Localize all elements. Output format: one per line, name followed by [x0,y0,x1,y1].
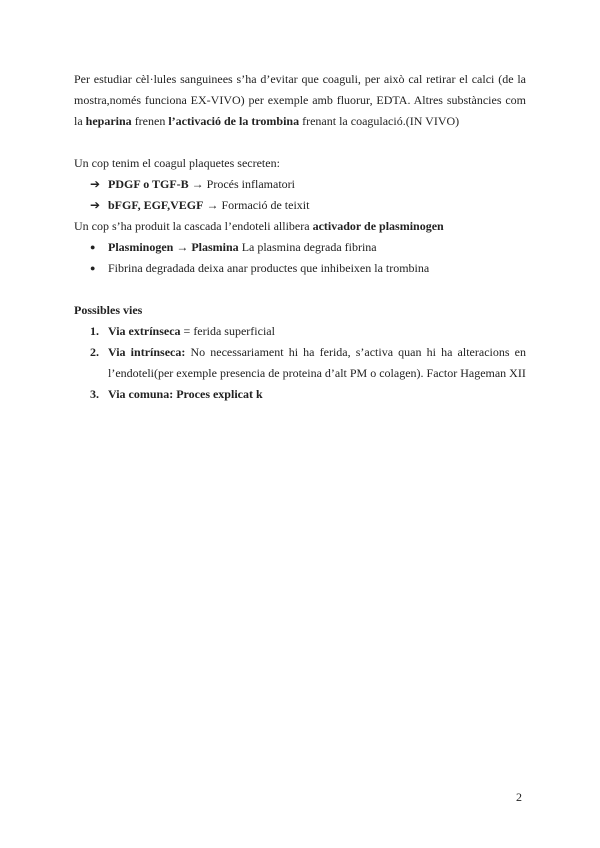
cascada-text: Un cop s’ha produit la cascada l’endoteli allibera [74,219,313,233]
list-item-bold: bFGF, EGF,VEGF [108,198,204,212]
intro-text-2: frenen [131,114,169,128]
list-item-text: → Procés inflamatori [188,177,295,191]
list-item [74,174,526,195]
item-number: 2. [90,345,99,359]
spacer [74,279,526,300]
arrow-bullet-icon: ➔ [90,177,101,191]
list-item-text: → Formació de teixit [203,198,310,212]
list-item-bold: Via extrínseca [108,324,181,338]
bullet-dot-icon: ● [90,242,96,252]
list-item-text: La plasmina degrada fibrina [238,240,377,254]
coagul-intro: Un cop tenim el coagul plaquetes secreten: [74,156,280,170]
item-number: 1. [90,324,99,338]
list-item-bold: Via comuna: Proces explicat k [108,387,263,401]
list-item-bold: Plasminogen → Plasmina [108,240,239,254]
vies-title: Possibles vies [74,303,143,317]
list-item [74,237,526,258]
intro-paragraph [74,69,526,132]
list-item [74,195,526,216]
document-page [74,69,526,405]
activacio-term: l’activació de la trombina [168,114,300,128]
intro-text-1: Per estudiar cèl·lules sanguinees s’ha d’evitar que coaguli, per això cal retirar el calci (de la mostra,només funciona EX-VIVO) per exemple amb fluorur, EDTA. Altres substàncies com la [74,72,526,128]
arrow-bullet-icon: ➔ [90,198,101,212]
list-item-text: = ferida superficial [180,324,275,338]
bullet-dot-icon: ● [90,263,96,273]
numbered-item [74,384,526,405]
list-item-text: Fibrina degradada deixa anar productes que inhibeixen la trombina [108,261,430,275]
spacer [74,132,526,153]
page-number: 2 [516,790,522,804]
item-number: 3. [90,387,99,401]
activador-term: activador de plasminogen [312,219,444,233]
numbered-item [74,321,526,342]
list-item-bold: Via intrínseca: [108,345,186,359]
intro-text-3: frenant la coagulació.(IN VIVO) [299,114,460,128]
list-item-bold: PDGF o TGF-B [108,177,189,191]
cascada-paragraph [74,216,526,237]
list-item-text: No necessariament hi ha ferida, s’activa quan hi ha alteracions en l’endoteli(per exemple presencia de proteina d’alt PM o colagen). Factor Hageman XII [108,345,526,380]
numbered-item [74,342,526,384]
section-heading [74,300,526,321]
list-item [74,258,526,279]
heparina-term: heparina [85,114,132,128]
